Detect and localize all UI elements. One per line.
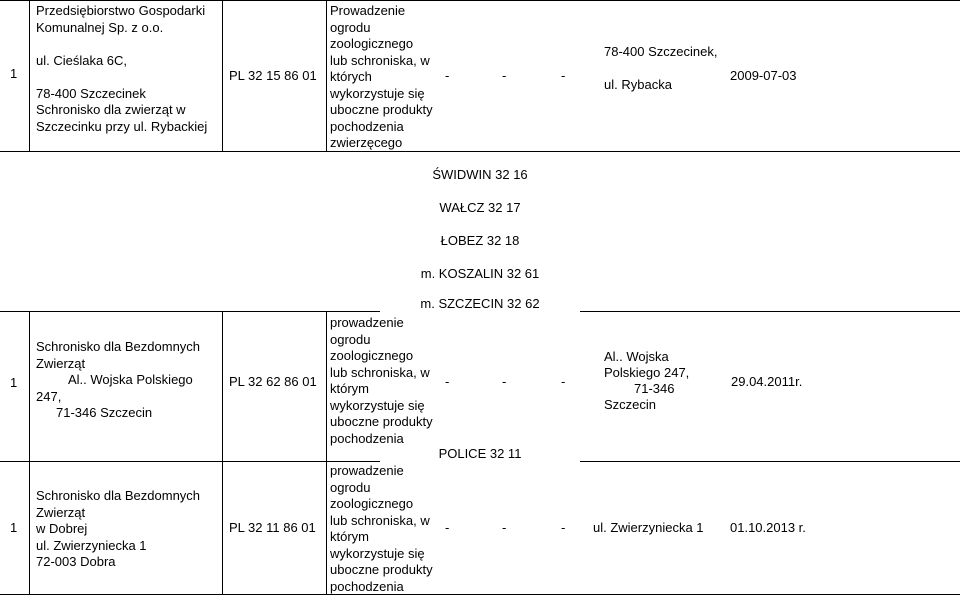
dash-a: -: [445, 374, 450, 389]
vet-number: PL 32 62 86 01: [229, 374, 317, 389]
row-number: 1: [10, 66, 18, 81]
dash-c: -: [561, 68, 566, 83]
section-swidwin: ŚWIDWIN 32 16: [432, 167, 528, 182]
activity-description: prowadzenie ogrodu zoologicznego lub schroniska, w którym wykorzystuje się uboczne produkty pochodzenia: [330, 315, 433, 446]
section-police: POLICE 32 11: [380, 446, 580, 463]
address: ul. Zwierzyniecka 1: [593, 520, 704, 535]
activity-description: prowadzenie ogrodu zoologicznego lub schroniska, w którym wykorzystuje się uboczne produkty pochodzenia: [330, 463, 433, 594]
activity-description: Prowadzenie ogrodu zoologicznego lub schroniska, w których wykorzystuje się uboczne produkty pochodzenia zwierzęcego: [330, 3, 433, 150]
facility-name: Schronisko dla Bezdomnych Zwierząt w Dobrej ul. Zwierzyniecka 1 72-003 Dobra: [36, 488, 201, 569]
dash-b: -: [502, 520, 507, 535]
address: 78-400 Szczecinek, ul. Rybacka: [604, 44, 718, 92]
section-lobez: ŁOBEZ 32 18: [440, 233, 520, 248]
dash-a: -: [445, 520, 450, 535]
date: 2009-07-03: [730, 68, 797, 83]
date: 29.04.2011r.: [731, 374, 803, 389]
section-koszalin: m. KOSZALIN 32 61: [420, 266, 540, 281]
dash-a: -: [445, 68, 450, 83]
dash-c: -: [561, 520, 566, 535]
dash-b: -: [502, 68, 507, 83]
vet-number: PL 32 11 86 01: [229, 520, 316, 535]
dash-c: -: [561, 374, 566, 389]
section-walcz: WAŁCZ 32 17: [439, 200, 521, 215]
dash-b: -: [502, 374, 507, 389]
row-number: 1: [10, 520, 18, 535]
vet-number: PL 32 15 86 01: [229, 68, 317, 83]
section-szczecin: m. SZCZECIN 32 62: [380, 296, 580, 313]
row-number: 1: [10, 375, 18, 390]
facility-name: Przedsiębiorstwo Gospodarki Komunalnej Sp. z o.o. ul. Cieślaka 6C, 78-400 Szczecinek Schronisko dla zwierząt w Szczecinku przy ul. Rybackiej: [36, 3, 208, 134]
date: 01.10.2013 r.: [730, 520, 806, 535]
